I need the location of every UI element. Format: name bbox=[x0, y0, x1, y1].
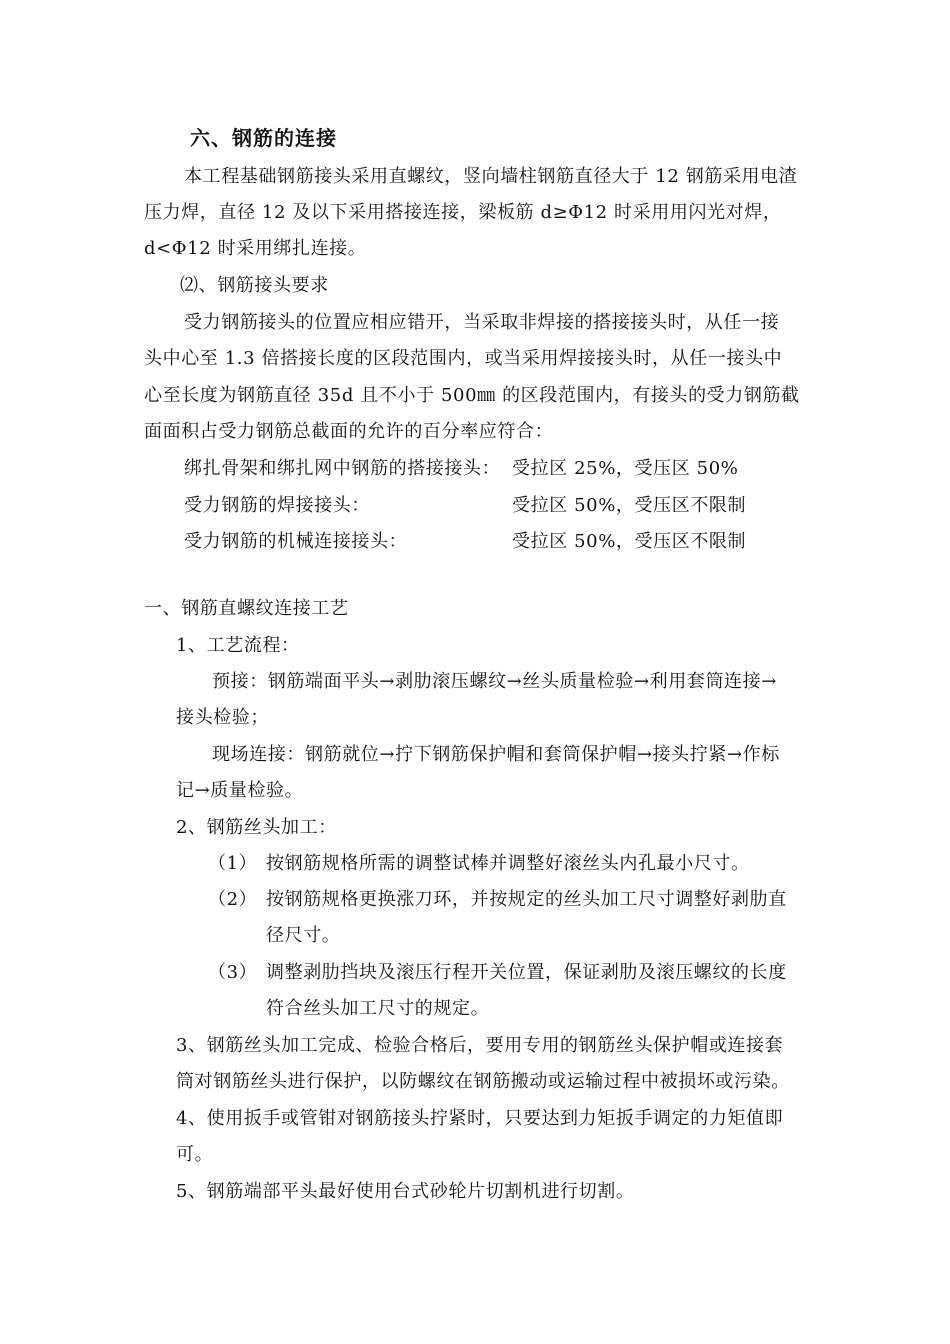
section-title: 六、钢筋的连接 bbox=[190, 126, 337, 150]
intro-line-1: 本工程基础钢筋接头采用直螺纹，竖向墙柱钢筋直径大于 12 钢筋采用电渣 bbox=[184, 166, 798, 187]
ratio-label-lap-joint: 绑扎骨架和绑扎网中钢筋的搭接接头： bbox=[184, 458, 501, 479]
step-1-line-1: 按钢筋规格所需的调整试棒并调整好滚丝头内孔最小尺寸。 bbox=[266, 853, 750, 874]
flow-line-1: 预接：钢筋端面平头→剥肋滚压螺纹→丝头质量检验→利用套筒连接→ bbox=[212, 671, 777, 692]
item-5: 5、钢筋端部平头最好使用台式砂轮片切割机进行切割。 bbox=[176, 1181, 635, 1202]
item-3-line-2: 筒对钢筋丝头进行保护，以防螺纹在钢筋搬动或运输过程中被损坏或污染。 bbox=[176, 1071, 790, 1092]
step-1-number: （1） bbox=[208, 853, 258, 874]
flow-line-3: 现场连接：钢筋就位→拧下钢筋保护帽和套筒保护帽→接头拧紧→作标 bbox=[212, 744, 780, 765]
ratio-value-welded-joint: 受拉区 50%，受压区不限制 bbox=[512, 495, 747, 516]
item-4-line-1: 4、使用扳手或管钳对钢筋接头拧紧时，只要达到力矩扳手调定的力矩值即 bbox=[176, 1108, 784, 1129]
subheading-joint-requirements: ⑵、钢筋接头要求 bbox=[180, 275, 329, 296]
intro-line-2: 压力焊，直径 12 及以下采用搭接连接，梁板筋 d≥Φ12 时采用用闪光对焊， bbox=[144, 202, 782, 223]
step-3-number: （3） bbox=[208, 962, 258, 983]
item-3-line-1: 3、钢筋丝头加工完成、检验合格后，要用专用的钢筋丝头保护帽或连接套 bbox=[176, 1035, 784, 1056]
ratio-value-lap-joint: 受拉区 25%，受压区 50% bbox=[512, 458, 739, 479]
requirement-line-2: 头中心至 1.3 倍搭接长度的区段范围内，或当采用焊接接头时，从任一接头中 bbox=[144, 348, 783, 369]
ratio-value-mechanical-joint: 受拉区 50%，受压区不限制 bbox=[512, 531, 747, 552]
requirement-line-3: 心至长度为钢筋直径 35d 且不小于 500㎜ 的区段范围内，有接头的受力钢筋截 bbox=[144, 385, 800, 406]
ratio-label-mechanical-joint: 受力钢筋的机械连接接头： bbox=[184, 531, 408, 552]
requirement-line-1: 受力钢筋接头的位置应相应错开，当采取非焊接的搭接接头时，从任一接 bbox=[184, 312, 780, 333]
step-3-line-2: 符合丝头加工尺寸的规定。 bbox=[266, 998, 490, 1019]
requirement-line-4: 面面积占受力钢筋总截面的允许的百分率应符合： bbox=[144, 421, 554, 442]
process-heading: 一、钢筋直螺纹连接工艺 bbox=[144, 598, 349, 619]
flow-line-2: 接头检验； bbox=[176, 707, 269, 728]
item-4-line-2: 可。 bbox=[176, 1144, 214, 1165]
intro-line-3: d<Φ12 时采用绑扎连接。 bbox=[144, 238, 367, 259]
ratio-label-welded-joint: 受力钢筋的焊接接头： bbox=[184, 495, 370, 516]
step-3-line-1: 调整剥肋挡块及滚压行程开关位置，保证剥肋及滚压螺纹的长度 bbox=[266, 962, 787, 983]
step-2-number: （2） bbox=[208, 889, 258, 910]
flow-line-4: 记→质量检验。 bbox=[176, 780, 304, 801]
step-2-line-2: 径尺寸。 bbox=[266, 925, 341, 946]
step-2-line-1: 按钢筋规格更换涨刀环，并按规定的丝头加工尺寸调整好剥肋直 bbox=[266, 889, 787, 910]
flow-heading: 1、工艺流程： bbox=[176, 635, 300, 656]
machining-heading: 2、钢筋丝头加工： bbox=[176, 817, 337, 838]
